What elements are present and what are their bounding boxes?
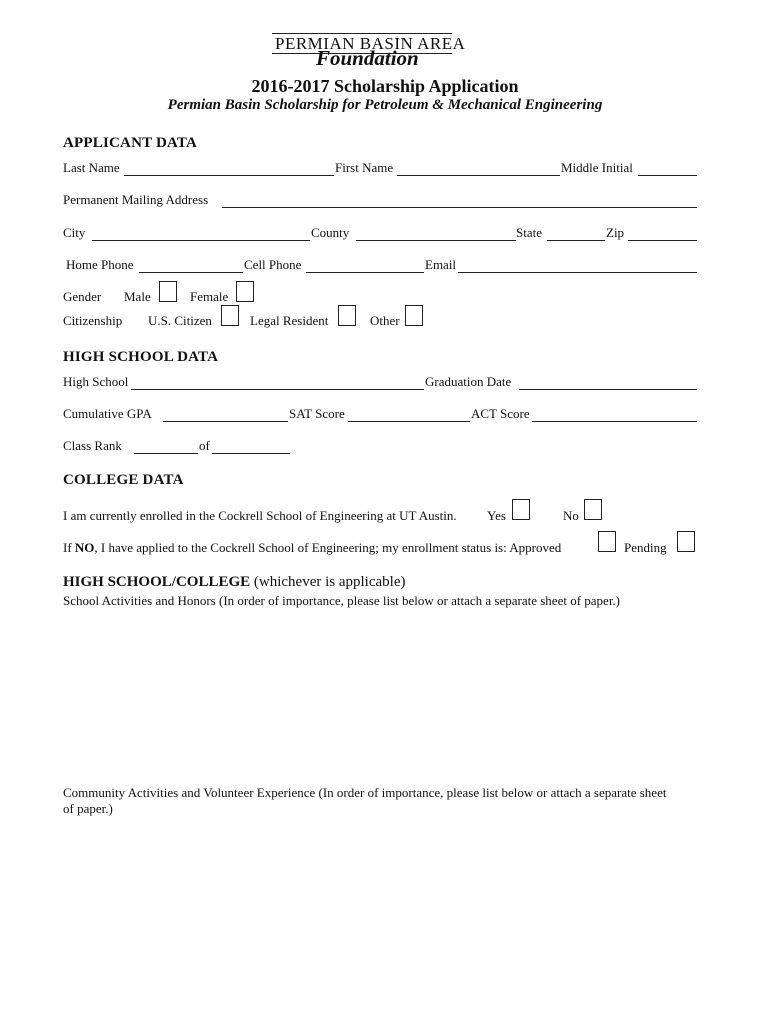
section-heading-high-school: HIGH SCHOOL DATA	[63, 349, 219, 365]
female-checkbox[interactable]	[236, 281, 254, 302]
us-citizen-checkbox[interactable]	[221, 305, 239, 326]
high-school-field[interactable]	[131, 389, 424, 390]
community-area[interactable]	[63, 822, 697, 1002]
male-checkbox[interactable]	[159, 281, 177, 302]
email-field[interactable]	[458, 272, 697, 273]
label-pending: Pending	[624, 540, 667, 555]
enrolled-no-checkbox[interactable]	[584, 499, 602, 520]
logo-text: PERMIAN BASIN AREA	[275, 34, 466, 53]
last-name-field[interactable]	[124, 175, 334, 176]
label-male: Male	[124, 289, 151, 304]
label-city: City	[63, 225, 86, 240]
if-prefix: If	[63, 540, 75, 555]
label-gender: Gender	[63, 289, 102, 304]
community-instruction-line2: of paper.)	[63, 801, 113, 816]
pending-checkbox[interactable]	[677, 531, 695, 552]
state-field[interactable]	[547, 240, 605, 241]
label-us-citizen: U.S. Citizen	[148, 313, 212, 328]
act-field[interactable]	[532, 421, 697, 422]
label-enrolled: I am currently enrolled in the Cockrell School of Engineering at UT Austin.	[63, 508, 457, 523]
section-heading-college: COLLEGE DATA	[63, 472, 184, 488]
label-email: Email	[425, 257, 457, 272]
label-class-rank: Class Rank	[63, 438, 122, 453]
class-size-field[interactable]	[212, 453, 290, 454]
if-no-emphasis: NO	[74, 540, 95, 555]
label-graduation-date: Graduation Date	[425, 374, 512, 389]
first-name-field[interactable]	[397, 175, 560, 176]
label-act: ACT Score	[471, 406, 530, 421]
label-last-name: Last Name	[63, 160, 120, 175]
label-of: of	[199, 438, 210, 453]
cell-phone-field[interactable]	[306, 272, 424, 273]
label-gpa: Cumulative GPA	[63, 406, 152, 421]
label-citizenship: Citizenship	[63, 313, 123, 328]
hs-college-heading-note: (whichever is applicable)	[253, 574, 406, 590]
hs-college-heading-bold: HIGH SCHOOL/COLLEGE	[63, 574, 251, 590]
page-subtitle: Permian Basin Scholarship for Petroleum & Mechanical Engineering	[167, 97, 603, 113]
approved-checkbox[interactable]	[598, 531, 616, 552]
gpa-field[interactable]	[163, 421, 288, 422]
activities-area[interactable]	[63, 612, 697, 772]
home-phone-field[interactable]	[139, 272, 243, 273]
label-female: Female	[190, 289, 229, 304]
label-first-name: First Name	[335, 160, 394, 175]
label-address: Permanent Mailing Address	[63, 192, 209, 207]
label-high-school: High School	[63, 374, 129, 389]
class-rank-field[interactable]	[134, 453, 198, 454]
community-instruction-line1: Community Activities and Volunteer Experience (In order of importance, please list below or attach a separate sheet	[63, 785, 667, 800]
label-middle-initial: Middle Initial	[561, 160, 633, 175]
label-no: No	[563, 508, 579, 523]
label-yes: Yes	[487, 508, 506, 523]
if-rest: , I have applied to the Cockrell School of Engineering; my enrollment status is: Approved	[94, 540, 562, 555]
graduation-date-field[interactable]	[519, 389, 697, 390]
label-cell-phone: Cell Phone	[244, 257, 302, 272]
address-field[interactable]	[222, 207, 697, 208]
section-heading-hs-college	[63, 574, 406, 591]
label-state: State	[516, 225, 542, 240]
label-other: Other	[370, 313, 400, 328]
legal-resident-checkbox[interactable]	[338, 305, 356, 326]
label-sat: SAT Score	[289, 406, 345, 421]
sat-field[interactable]	[348, 421, 470, 422]
label-zip: Zip	[606, 225, 625, 240]
page-title: 2016-2017 Scholarship Application	[251, 76, 519, 96]
activities-instruction: School Activities and Honors (In order of importance, please list below or attach a separate sheet of paper.)	[63, 593, 621, 608]
label-legal-resident: Legal Resident	[250, 313, 329, 328]
county-field[interactable]	[356, 240, 516, 241]
enrolled-yes-checkbox[interactable]	[512, 499, 530, 520]
logo-script: Foundation	[316, 46, 419, 70]
other-checkbox[interactable]	[405, 305, 423, 326]
zip-field[interactable]	[628, 240, 697, 241]
label-home-phone: Home Phone	[66, 257, 134, 272]
label-county: County	[311, 225, 350, 240]
city-field[interactable]	[92, 240, 310, 241]
applied-statement	[63, 540, 561, 556]
middle-initial-field[interactable]	[638, 175, 697, 176]
section-heading-applicant: APPLICANT DATA	[63, 135, 198, 151]
